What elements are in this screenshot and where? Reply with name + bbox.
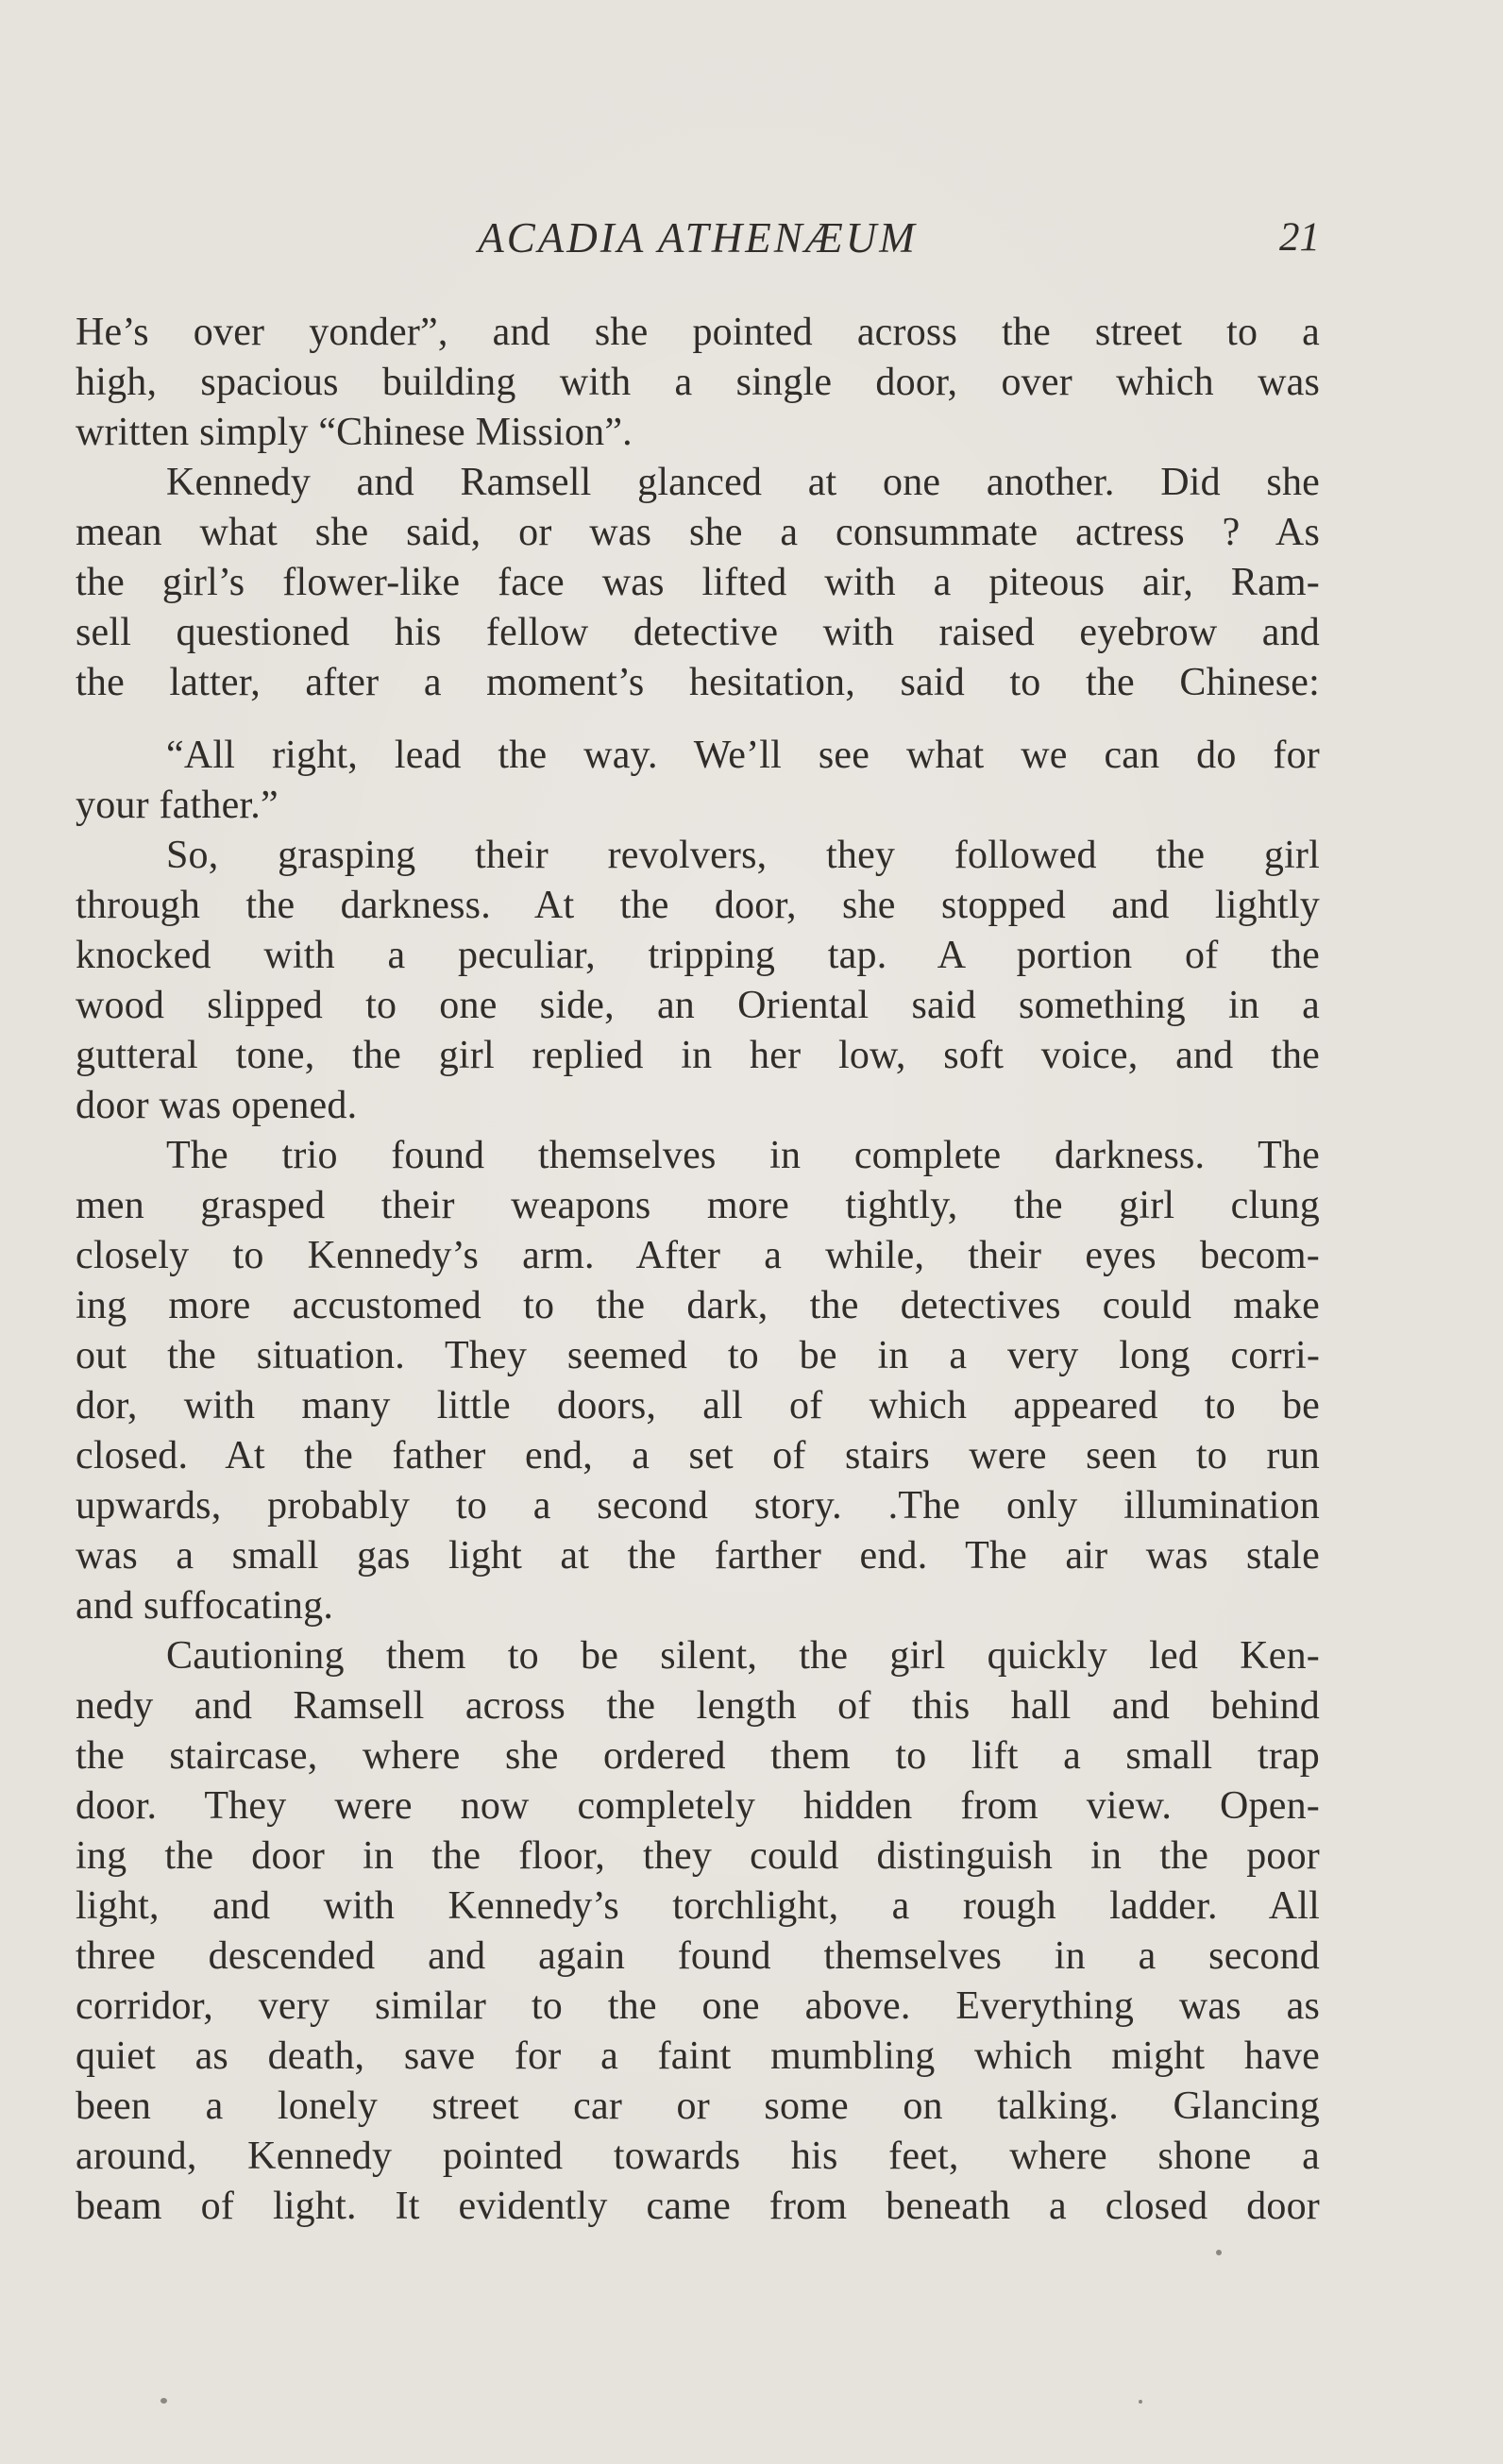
- text-line: door. They were now completely hidden from view. Open-: [76, 1784, 1320, 1828]
- text-line: dor, with many little doors, all of which appeared to be: [76, 1384, 1320, 1427]
- text-line: sell questioned his fellow detective with raised eyebrow and: [76, 611, 1320, 654]
- body-text: [76, 308, 1320, 2232]
- text-line: wood slipped to one side, an Oriental said something in a: [76, 984, 1320, 1027]
- text-line: your father.”: [76, 784, 279, 827]
- text-line: beam of light. It evidently came from beneath a closed door: [76, 2185, 1320, 2228]
- paper-speck: [1216, 2250, 1222, 2255]
- text-line: and suffocating.: [76, 1584, 334, 1628]
- text-line: Cautioning them to be silent, the girl quickly led Ken-: [166, 1634, 1320, 1678]
- paper-speck: [160, 2398, 167, 2404]
- text-line: corridor, very similar to the one above. Everything was as: [76, 1984, 1320, 2028]
- text-line: So, grasping their revolvers, they followed the girl: [166, 834, 1320, 877]
- text-line: men grasped their weapons more tightly, the girl clung: [76, 1184, 1320, 1227]
- text-line: out the situation. They seemed to be in a very long corri-: [76, 1334, 1320, 1377]
- text-line: ing the door in the floor, they could distinguish in the poor: [76, 1834, 1320, 1878]
- text-line: quiet as death, save for a faint mumbling which might have: [76, 2034, 1320, 2078]
- text-line: the staircase, where she ordered them to lift a small trap: [76, 1734, 1320, 1778]
- text-line: “All right, lead the way. We’ll see what we can do for: [166, 734, 1320, 777]
- text-line: three descended and again found themselves in a second: [76, 1934, 1320, 1978]
- text-line: high, spacious building with a single door, over which was: [76, 361, 1320, 404]
- text-line: gutteral tone, the girl replied in her low, soft voice, and the: [76, 1034, 1320, 1077]
- text-line: The trio found themselves in complete darkness. The: [166, 1134, 1320, 1177]
- text-line: was a small gas light at the farther end. The air was stale: [76, 1534, 1320, 1578]
- text-line: He’s over yonder”, and she pointed across the street to a: [76, 311, 1320, 354]
- text-line: the girl’s flower-like face was lifted with a piteous air, Ram-: [76, 561, 1320, 604]
- text-line: door was opened.: [76, 1084, 358, 1127]
- text-line: written simply “Chinese Mission”.: [76, 411, 633, 454]
- page-number: 21: [1279, 215, 1320, 260]
- text-line: around, Kennedy pointed towards his feet, where shone a: [76, 2135, 1320, 2178]
- text-line: closely to Kennedy’s arm. After a while, their eyes becom-: [76, 1234, 1320, 1277]
- text-line: the latter, after a moment’s hesitation, said to the Chinese:: [76, 661, 1320, 704]
- text-line: through the darkness. At the door, she stopped and lightly: [76, 884, 1320, 927]
- paper-speck: [1139, 2400, 1142, 2404]
- text-line: been a lonely street car or some on talking. Glancing: [76, 2084, 1320, 2128]
- text-line: ing more accustomed to the dark, the detectives could make: [76, 1284, 1320, 1327]
- text-line: knocked with a peculiar, tripping tap. A portion of the: [76, 934, 1320, 977]
- text-line: light, and with Kennedy’s torchlight, a rough ladder. All: [76, 1884, 1320, 1928]
- text-line: upwards, probably to a second story. .The only illumination: [76, 1484, 1320, 1527]
- text-line: mean what she said, or was she a consummate actress ? As: [76, 511, 1320, 554]
- running-title: ACADIA ATHENÆUM: [478, 214, 918, 262]
- running-head: [76, 210, 1320, 266]
- text-line: nedy and Ramsell across the length of this hall and behind: [76, 1684, 1320, 1728]
- text-line: Kennedy and Ramsell glanced at one another. Did she: [166, 461, 1320, 504]
- text-line: closed. At the father end, a set of stairs were seen to run: [76, 1434, 1320, 1477]
